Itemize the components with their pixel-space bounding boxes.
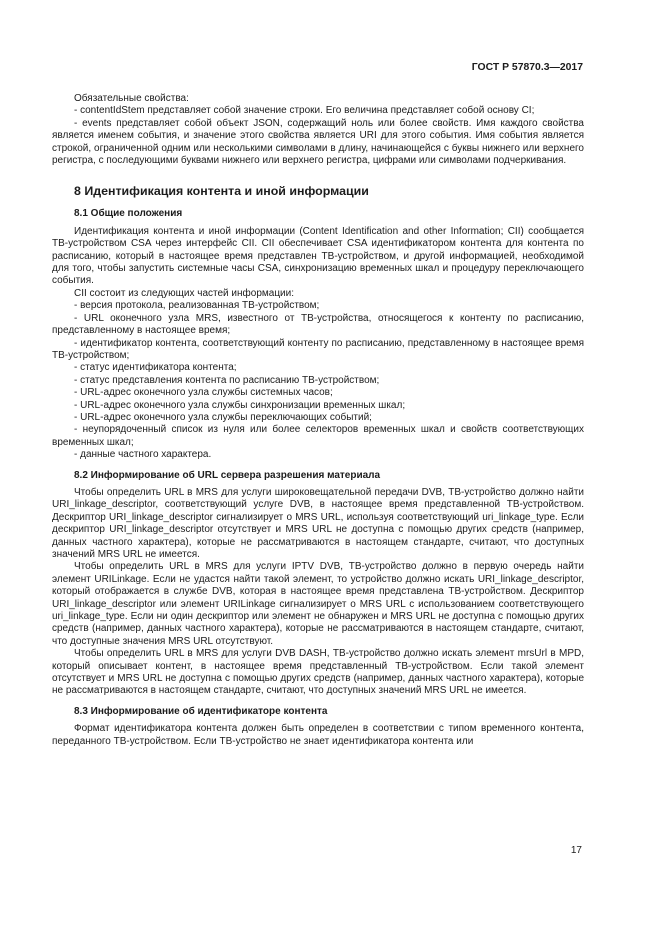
list-item: - данные частного характера.	[74, 449, 212, 461]
paragraph: Идентификация контента и иной информации (Content Identification and other Information; CII) сообщается ТВ-устройством CSA через интерфейс CII. CII обеспечивает CSA идентификатором контента для контента по расписанию, который в настоящее время представлен ТВ-устройством, и другой информацией, необходимой для того, чтобы запустить системные часы CSA, синхронизацию временных шкал и процедуру переключающего события.	[52, 225, 584, 287]
list-item: - статус идентификатора контента;	[74, 362, 237, 374]
list-item: - статус представления контента по расписанию ТВ-устройством;	[74, 374, 380, 386]
required-properties-heading: Обязательные свойства:	[74, 93, 189, 104]
page-number: 17	[570, 845, 582, 856]
list-item: - URL оконечного узла MRS, известного от ТВ-устройства, относящегося к контенту по расписанию, представленному в настоящее время;	[52, 312, 584, 337]
paragraph: Чтобы определить URL в MRS для услуги DVB DASH, ТВ-устройство должно искать элемент mrsUrl в MPD, который описывает контент, в настоящее время представленный ТВ-устройством. Если такой элемент отсутствует и MRS URL не доступна с помощью других средств (например, данных частного характера), которые не рассматриваются в настоящем стандарте, считают, что доступных значений MRS URL не имеется.	[52, 648, 584, 697]
paragraph: Формат идентификатора контента должен быть определен в соответствии с типом временного контента, переданного ТВ-устройством. Если ТВ-устройство не знает идентификатора контента или	[52, 723, 584, 747]
page-content	[52, 93, 584, 748]
list-item: - URL-адрес оконечного узла службы системных часов;	[74, 387, 333, 399]
list-item: - contentIdStem представляет собой значение строки. Его величина представляет собой основу CI;	[74, 105, 535, 117]
subsection-title: 8.2 Информирование об URL сервера разрешения материала	[74, 469, 381, 481]
paragraph: Чтобы определить URL в MRS для услуги IPTV DVB, ТВ-устройство должно в первую очередь найти элемент URILinkage. Если не удастся найти такой элемент, то устройство должно искать URI_linkage_descriptor, который отображается в службе DVB, которая в настоящее время представлена ТВ-устройством. Дескриптор URI_linkage_descriptor или элемент URILinkage сигнализирует о MRS URL с использованием соответствующего uri_linkage_type. Если ни один дескриптор или элемент не обнаружен и MRS URL не доступна с помощью других средств (например, данных частного характера), которые не рассматриваются в настоящем стандарте, считают, что доступные значения MRS URL отсутствуют.	[52, 561, 584, 647]
list-item: - неупорядоченный список из нуля или более селекторов временных шкал и свойств соответствующих временных шкал;	[52, 424, 584, 448]
list-item: - URL-адрес оконечного узла службы переключающих событий;	[74, 411, 372, 423]
list-item: - идентификатор контента, соответствующий контенту по расписанию, представленному в настоящее время ТВ-устройством;	[52, 337, 584, 361]
list-item: - URL-адрес оконечного узла службы синхронизации временных шкал;	[74, 399, 406, 411]
subsection-title: 8.1 Общие положения	[74, 208, 183, 220]
subsection-title: 8.3 Информирование об идентификаторе контента	[74, 705, 328, 717]
document-code: ГОСТ Р 57870.3—2017	[471, 62, 583, 73]
section-title: 8 Идентификация контента и иной информации	[74, 184, 369, 199]
list-item: - events представляет собой объект JSON, содержащий ноль или более свойств. Имя каждого свойства является именем события, и значение этого свойства является URI для этого события. Имя события является строкой, ограниченной одним или несколькими символами в длину, начинающейся с буквы нижнего или верхнего регистра, с последующими буквами нижнего или верхнего регистра, цифрами или символами подчеркивания.	[52, 117, 584, 167]
list-item: - версия протокола, реализованная ТВ-устройством;	[74, 300, 320, 312]
paragraph: Чтобы определить URL в MRS для услуги широковещательной передачи DVB, ТВ-устройство должно найти URI_linkage_descriptor, соответствующий услуге DVB, в настоящее время представленной ТВ-устройством. Дескриптор URI_linkage_descriptor сигнализирует о MRS URL, используя соответствующий uri_linkage_type. Если дескриптор URI_linkage_descriptor отсутствует и MRS URL не доступна с помощью других средств (например, данных частного характера), которые не рассматриваются в настоящем стандарте, считают, что доступных значений MRS URL не имеется.	[52, 486, 584, 560]
paragraph: CII состоит из следующих частей информации:	[74, 287, 294, 299]
